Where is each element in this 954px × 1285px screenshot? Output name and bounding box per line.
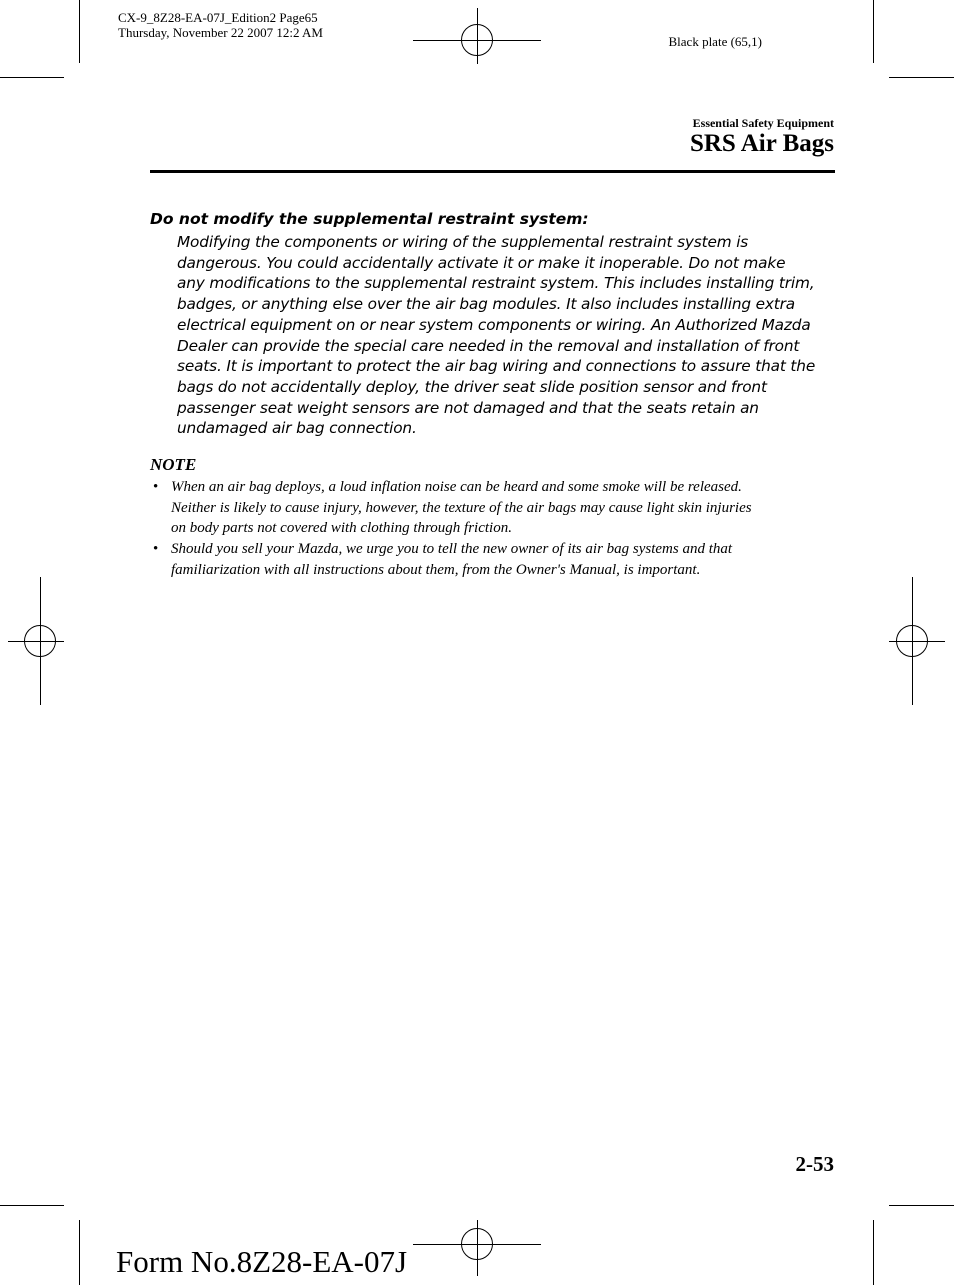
registration-mark [24, 625, 56, 657]
warning-title: Do not modify the supplemental restraint system: [150, 210, 589, 228]
print-info-line-2: Thursday, November 22 2007 12:2 AM [118, 25, 323, 40]
form-number: Form No.8Z28-EA-07J [116, 1244, 408, 1279]
note-item [150, 477, 840, 539]
crop-mark [0, 77, 64, 78]
warning-line: badges, or anything else over the air bag modules. It also includes installing extra [177, 295, 796, 314]
print-info-line-1: CX-9_8Z28-EA-07J_Edition2 Page65 [118, 10, 318, 25]
note-line: When an air bag deploys, a loud inflation noise can be heard and some smoke will be released. [171, 479, 742, 495]
warning-line: dangerous. You could accidentally activate it or make it inoperable. Do not make [177, 253, 786, 272]
crop-mark [889, 77, 954, 78]
note-line: on body parts not covered with clothing through friction. [171, 520, 512, 536]
crop-mark [79, 1220, 80, 1285]
bullet-icon: • [153, 541, 159, 557]
section-label: Essential Safety Equipment [692, 116, 834, 130]
page-title: SRS Air Bags [689, 130, 834, 157]
registration-mark [461, 1228, 493, 1260]
warning-line: passenger seat weight sensors are not damaged and that the seats retain an [177, 398, 759, 417]
note-line: Should you sell your Mazda, we urge you to tell the new owner of its air bag systems and that [171, 541, 733, 557]
plate-label: Black plate (65,1) [668, 34, 762, 49]
warning-line: Modifying the components or wiring of the supplemental restraint system is [177, 233, 749, 251]
header-rule [150, 170, 835, 173]
note-line: familiarization with all instructions about them, from the Owner's Manual, is important. [171, 561, 701, 578]
warning-line: bags do not accidentally deploy, the driver seat slide position sensor and front [177, 377, 767, 396]
page-number: 2-53 [795, 1152, 834, 1176]
warning-line: electrical equipment on or near system components or wiring. An Authorized Mazda [177, 315, 811, 334]
crop-mark [889, 1205, 954, 1206]
crop-mark [0, 1205, 64, 1206]
crop-mark [873, 1220, 874, 1285]
crop-mark [79, 0, 80, 63]
note-line: Neither is likely to cause injury, however, the texture of the air bags may cause light skin injuries [171, 499, 752, 516]
warning-body [177, 232, 837, 439]
warning-line: Dealer can provide the special care needed in the removal and installation of front [177, 336, 800, 355]
note-item [150, 539, 840, 580]
warning-line: any modifications to the supplemental restraint system. This includes installing trim, [177, 274, 815, 293]
bullet-icon: • [153, 479, 159, 495]
note-list [150, 477, 840, 581]
crop-mark [873, 0, 874, 63]
print-info [118, 10, 323, 40]
registration-mark [896, 625, 928, 657]
note-title: NOTE [150, 455, 197, 474]
warning-line: undamaged air bag connection. [177, 419, 417, 438]
warning-line: seats. It is important to protect the air bag wiring and connections to assure that the [177, 357, 816, 376]
registration-mark [461, 24, 493, 56]
